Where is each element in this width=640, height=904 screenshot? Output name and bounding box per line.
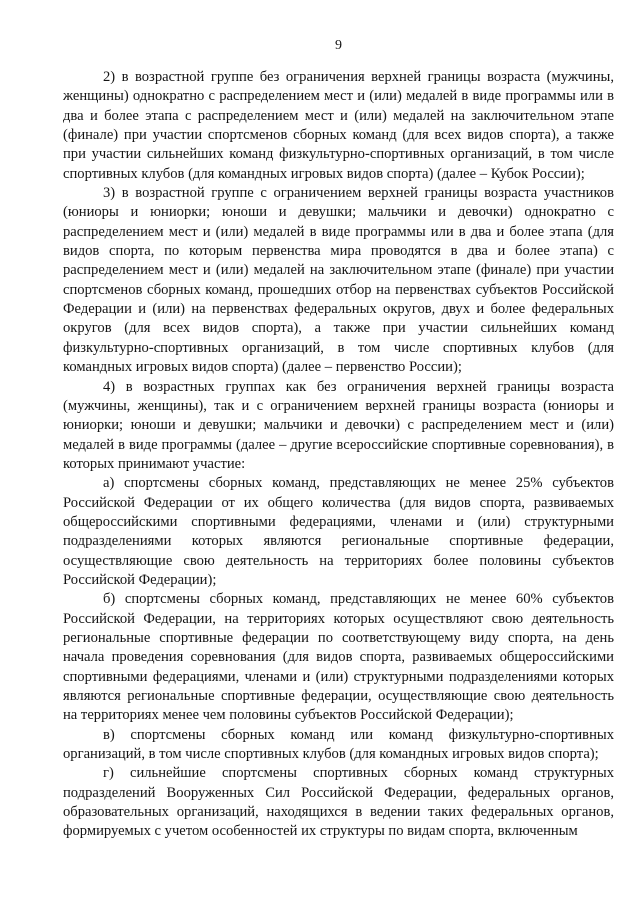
paragraph-item-4: 4) в возрастных группах как без ограничения верхней границы возраста (мужчины, женщины), так и с ограничением верхней границы возраста (юниоры и юниорки; юноши и девушки; мальчики и девочки) с распределением мест и (или) медалей в виде программы (далее – другие всероссийские спортивные соревнования), в которых принимают участие:: [63, 378, 614, 472]
subparagraph-b: б) спортсмены сборных команд, представляющих не менее 60% субъектов Российской Федерации, на территориях которых осуществляют свою деятельность региональные спортивные федерации по соответствующему виду спорта, на день начала проведения соревнования (для видов спорта, развиваемых общероссийскими спортивными федерациями, членами и (или) структурными подразделениями которых являются региональные спортивные федерации, осуществляющие свою деятельность на территориях менее чем половины субъектов Российской Федерации);: [63, 591, 614, 724]
paragraph-item-2: 2) в возрастной группе без ограничения верхней границы возраста (мужчины, женщины) однократно с распределением мест и (или) медалей в виде программы или в два и более этапа с распределением мест и (или) медалей на заключительном этапе (финале) при участии спортсменов сборных команд (для всех видов спорта), а также при участии сильнейших команд физкультурно-спортивных организаций, в том числе спортивных клубов (для командных игровых видов спорта) (далее – Кубок России);: [63, 69, 614, 182]
paragraph-item-3: 3) в возрастной группе с ограничением верхней границы возраста участников (юниоры и юниорки; юноши и девушки; мальчики и девочки) однократно с распределением мест и (или) медалей в виде программы или в два и более этапа (для видов спорта, по которым первенства мира проводятся в два и более этапа) с распределением мест и (или) медалей на заключительном этапе (финале) при участии спортсменов сборных команд, прошедших отбор на первенствах субъектов Российской Федерации и (или) на первенствах федеральных округов, двух и более федеральных округов (для всех видов спорта), а также при участии сильнейших команд физкультурно-спортивных организаций, в том числе спортивных клубов (для командных игровых видов спорта) (далее – первенство России);: [63, 185, 614, 376]
page-number: 9: [335, 38, 342, 53]
document-body: [63, 68, 614, 842]
subparagraph-g: г) сильнейшие спортсмены спортивных сборных команд структурных подразделений Вооруженных Сил Российской Федерации, федеральных органов, образовательных организаций, находящихся в ведении таких федеральных органов, формируемых с учетом особенностей их структуры по видам спорта, включенным: [63, 765, 614, 840]
subparagraph-v: в) спортсмены сборных команд или команд физкультурно-спортивных организаций, в том числе спортивных клубов (для командных игровых видов спорта);: [63, 726, 614, 763]
subparagraph-a: а) спортсмены сборных команд, представляющих не менее 25% субъектов Российской Федерации от их общего количества (для видов спорта, развиваемых общероссийскими спортивными федерациями, членами и (или) структурными подразделениями которых являются региональные спортивные федерации, осуществляющие свою деятельность на территориях более половины субъектов Российской Федерации);: [63, 475, 614, 588]
